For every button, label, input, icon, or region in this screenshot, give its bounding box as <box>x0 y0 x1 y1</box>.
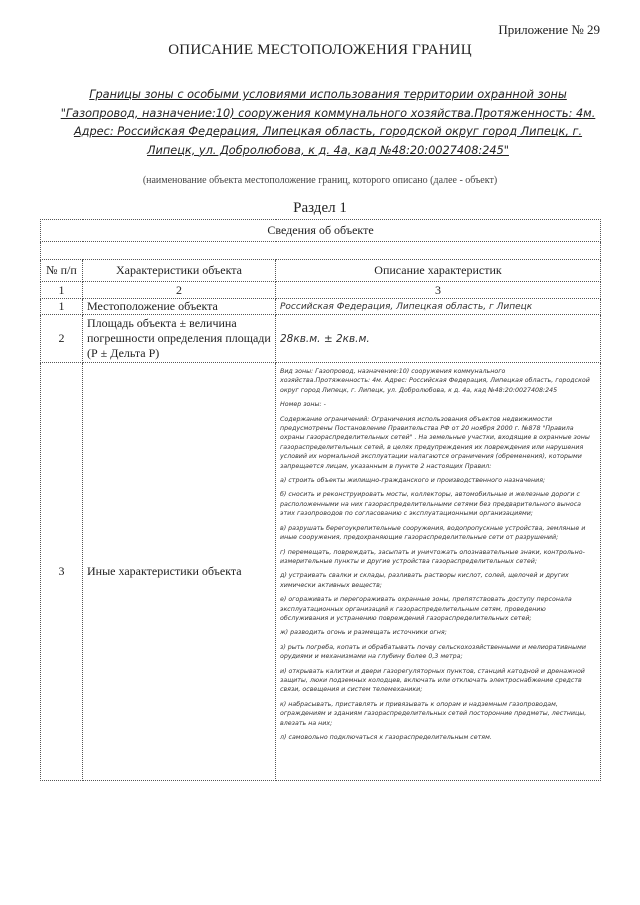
description-paragraph: Номер зоны: - <box>280 401 326 409</box>
column-header-number: № п/п <box>41 260 83 282</box>
description-paragraph: к) набрасывать, приставлять и привязывать к опорам и надземным газопроводам, ограждениям и зданиям газораспределительных сетей посторонние предметы, лестницы, влезать на них; <box>280 700 587 727</box>
characteristic-name: Площадь объекта ± величина погрешности определения площади (Р ± Дельта Р) <box>83 315 276 363</box>
description-paragraph: з) рыть погреба, копать и обрабатывать почву сельскохозяйственными и мелиоративными орудиями и механизмами на глубину более 0,3 метра; <box>280 643 586 661</box>
table-spacer-row <box>41 242 601 260</box>
description-paragraph: а) строить объекты жилищно-гражданского и производственного назначения; <box>280 477 546 485</box>
column-number: 1 <box>41 282 83 299</box>
description-paragraph: л) самовольно подключаться к газораспределительным сетям. <box>280 734 492 741</box>
table-row <box>41 315 601 363</box>
column-header-description: Описание характеристик <box>276 260 601 282</box>
description-paragraph: и) открывать калитки и двери газорегуляторных пунктов, станций катодной и дренажной защиты, люки подземных колодцев, включать или отключать электроснабжение средств связи, освещения и систем телемеханики; <box>280 667 585 694</box>
section-title: Раздел 1 <box>293 200 347 216</box>
column-number: 2 <box>83 282 276 299</box>
table-numbering-row <box>41 282 601 299</box>
object-name: Границы зоны с особыми условиями использования территории охранной зоны "Газопровод, назначение:10) сооружения коммунального хозяйства.Протяженность: 4м. Адрес: Российская Федерация, Липецкая область, городской округ город Липецк, г. Липецк, ул. Добролюбова, к д. 4а, кад №48:20:0027408:245" <box>60 88 596 157</box>
description-paragraph: ж) разводить огонь и размещать источники огня; <box>280 629 447 637</box>
description-paragraph: г) перемещать, повреждать, засыпать и уничтожать опознавательные знаки, контрольно-измерительные пункты и другие устройства газораспределительных сетей; <box>280 548 585 565</box>
table-row <box>41 363 601 781</box>
description-paragraph: в) разрушать берегоукрепительные сооружения, водопропускные устройства, земляные и иные сооружения, предохраняющие газораспределительные сети от разрушений; <box>280 524 586 542</box>
row-number: 1 <box>41 299 83 315</box>
column-header-characteristic: Характеристики объекта <box>83 260 276 282</box>
description-paragraph: Содержание ограничений: Ограничения использования объектов недвижимости предусмотрены Постановление Правительства РФ от 20 ноября 2000 г. №878 "Правила охраны газораспределительных сетей" . На земельные участки, входящие в охранные зоны газораспределительных сетей, в целях предупреждения их повреждения или нарушения условий их нормальной эксплуатации налагаются ограничения (обременения), которыми запрещается лицам, указанным в пункте 2 настоящих Правил: <box>280 415 590 470</box>
characteristic-value: Российская Федерация, Липецкая область, г Липецк <box>276 299 601 315</box>
table-title: Сведения об объекте <box>41 220 601 242</box>
characteristic-value: 28кв.м. ± 2кв.м. <box>276 315 601 363</box>
characteristic-name: Местоположение объекта <box>83 299 276 315</box>
description-paragraph: д) устраивать свалки и склады, разливать растворы кислот, солей, щелочей и других химически активных веществ; <box>280 572 569 589</box>
description-paragraph: е) огораживать и перегораживать охранные зоны, препятствовать доступу персонала эксплуатационных организаций к газораспределительным сетям, проведению обслуживания и устранению повреждений газораспределительных сетей; <box>280 596 572 622</box>
table-spacer <box>41 242 601 260</box>
description-paragraph: Вид зоны: Газопровод, назначение:10) сооружения коммунального хозяйства.Протяженность: 4м. Адрес: Российская Федерация, Липецкая область, городской округ город Липецк, г. Липецк, ул. Добролюбова, к д. 4а, кад №48:20:0027408:245 <box>280 368 590 394</box>
object-info-table <box>40 219 601 781</box>
description-paragraph: б) сносить и реконструировать мосты, коллекторы, автомобильные и железные дороги с расположенными на них газораспределительными сетями без предварительного выноса этих газопроводов по согласованию с эксплуатационными организациями; <box>280 491 582 518</box>
table-row <box>41 299 601 315</box>
characteristic-name: Иные характеристики объекта <box>83 363 276 781</box>
row-number: 2 <box>41 315 83 363</box>
table-title-row <box>41 220 601 242</box>
other-characteristics-description <box>276 363 601 781</box>
annex-number: Приложение № 29 <box>498 22 600 37</box>
page-title: ОПИСАНИЕ МЕСТОПОЛОЖЕНИЯ ГРАНИЦ <box>168 42 472 58</box>
object-name-caption: (наименование объекта местоположение границ, которого описано (далее - объект) <box>142 175 498 186</box>
table-header-row <box>41 260 601 282</box>
row-number: 3 <box>41 363 83 781</box>
column-number: 3 <box>276 282 601 299</box>
